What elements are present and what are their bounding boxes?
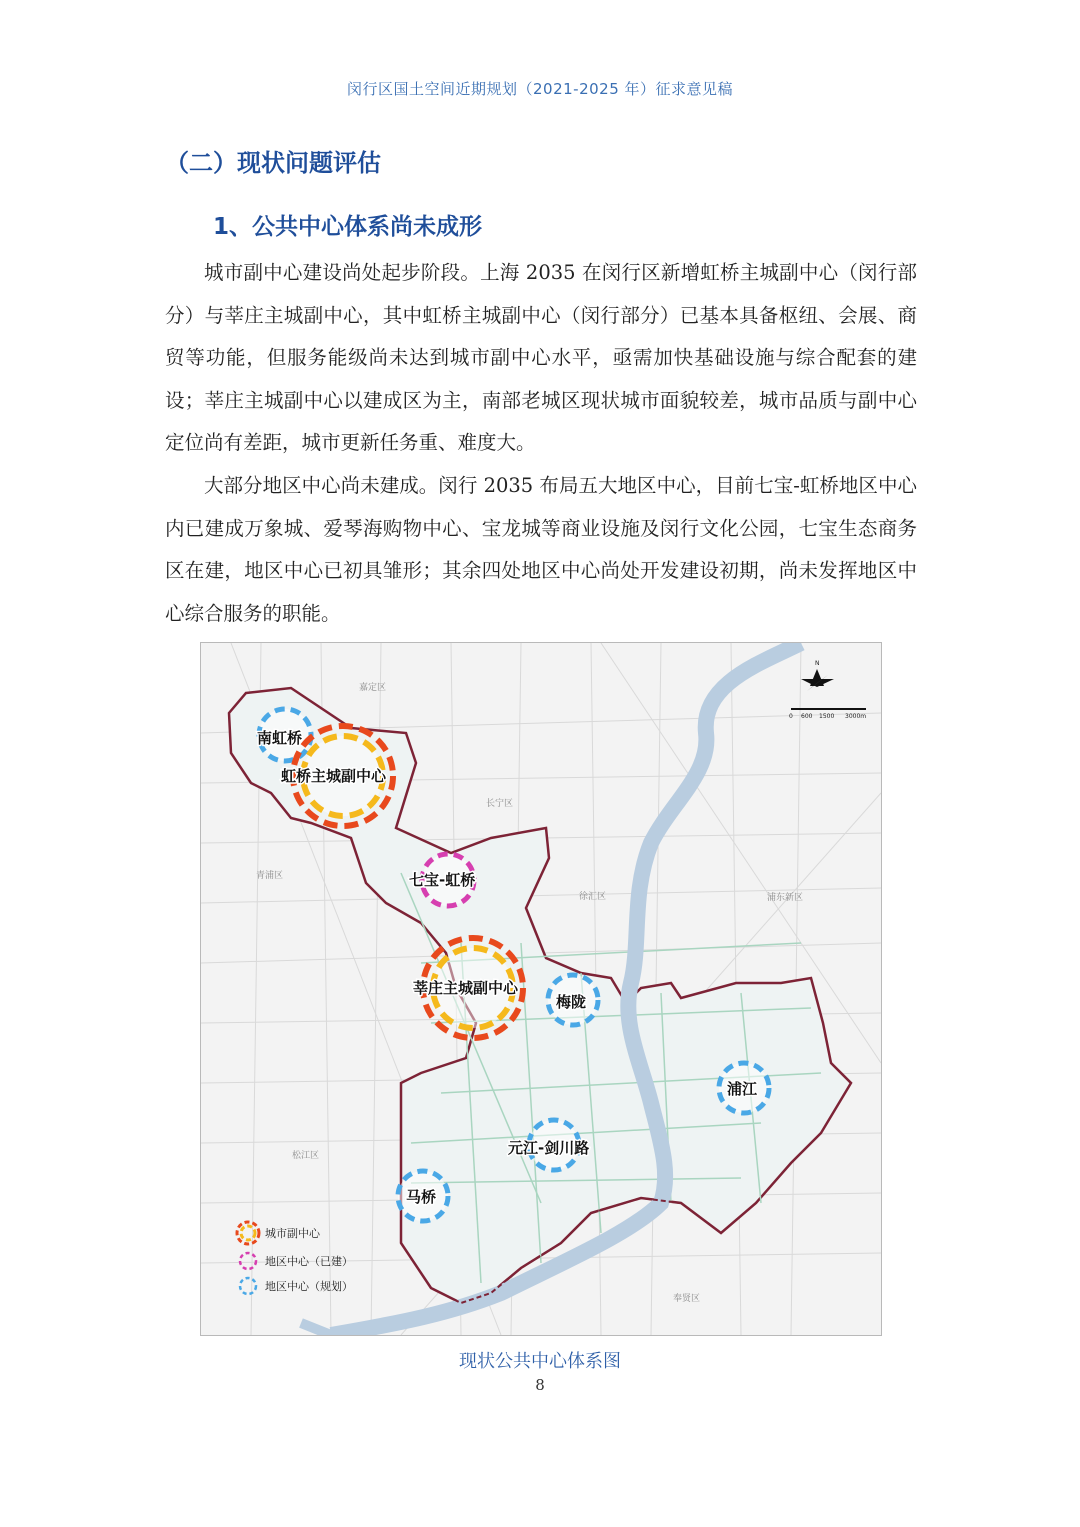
body-paragraph: 大部分地区中心尚未建成。闵行 2035 布局五大地区中心，目前七宝-虹桥地区中心内已建成万象城、爱琴海购物中心、宝龙城等商业设施及闵行文化公园，七宝生态商务区在建，地区中心已初具雏形；其余四处地区中心尚处开发建设初期，尚未发挥地区中心综合服务的职能。: [165, 474, 917, 625]
subsection-heading: 1、公共中心体系尚未成形: [213, 214, 483, 240]
legend-item-regional-planned: [240, 1278, 353, 1294]
svg-text:N: N: [815, 660, 820, 667]
district-label-qingpu: 青浦区: [256, 871, 284, 881]
svg-text:3000m: 3000m: [845, 713, 867, 720]
svg-text:地区中心（规划）: 地区中心（规划）: [265, 1280, 353, 1293]
figure-caption: 现状公共中心体系图: [459, 1351, 621, 1372]
map-canvas: [201, 643, 881, 1335]
district-label-fengxian: 奉贤区: [673, 1294, 701, 1304]
legend-item-sub-center: [237, 1222, 321, 1244]
district-label-jiading: 嘉定区: [359, 683, 387, 693]
svg-text:梅陇: 梅陇: [556, 993, 587, 1011]
map-legend: [237, 1222, 353, 1294]
svg-text:虹桥主城副中心: 虹桥主城副中心: [281, 767, 387, 785]
svg-text:莘庄主城副中心: 莘庄主城副中心: [413, 979, 519, 997]
svg-text:马桥: 马桥: [406, 1188, 437, 1206]
center-pujiang: [719, 1063, 769, 1113]
body-paragraph: 城市副中心建设尚处起步阶段。上海 2035 在闵行区新增虹桥主城副中心（闵行部分）与莘庄主城副中心，其中虹桥主城副中心（闵行部分）已基本具备枢纽、会展、商贸等功能，但服务能级尚未达到城市副中心水平，亟需加快基础设施与综合配套的建设；莘庄主城副中心以建成区为主，南部老城区现状城市面貌较差，城市品质与副中心定位尚有差距，城市更新任务重、难度大。: [165, 261, 917, 454]
svg-text:浦江: 浦江: [727, 1080, 758, 1098]
north-arrow-icon: [801, 660, 834, 691]
district-label-changning: 长宁区: [486, 799, 514, 809]
svg-text:元江-剑川路: 元江-剑川路: [508, 1139, 590, 1157]
district-label-songjiang: 松江区: [292, 1151, 320, 1161]
legend-item-regional-built: [240, 1253, 353, 1269]
scale-bar: [789, 709, 866, 720]
svg-text:城市副中心: 城市副中心: [265, 1227, 320, 1240]
page-number: 8: [535, 1376, 545, 1394]
district-label-xuhui: 徐汇区: [579, 892, 607, 902]
district-label-pudong: 浦东新区: [767, 893, 804, 903]
svg-text:七宝-虹桥: 七宝-虹桥: [409, 871, 476, 889]
section-heading: （二）现状问题评估: [165, 149, 381, 177]
svg-text:0: 0: [789, 713, 793, 720]
svg-text:地区中心（已建）: 地区中心（已建）: [265, 1255, 353, 1268]
svg-text:600: 600: [801, 713, 813, 720]
svg-text:1500: 1500: [819, 713, 835, 720]
center-meilong: [548, 975, 598, 1025]
center-maqiao: [398, 1171, 448, 1221]
public-center-map: [200, 642, 882, 1336]
river-branch: [301, 1323, 331, 1335]
running-header: 闵行区国土空间近期规划（2021-2025 年）征求意见稿: [346, 80, 734, 98]
svg-text:南虹桥: 南虹桥: [257, 729, 303, 747]
